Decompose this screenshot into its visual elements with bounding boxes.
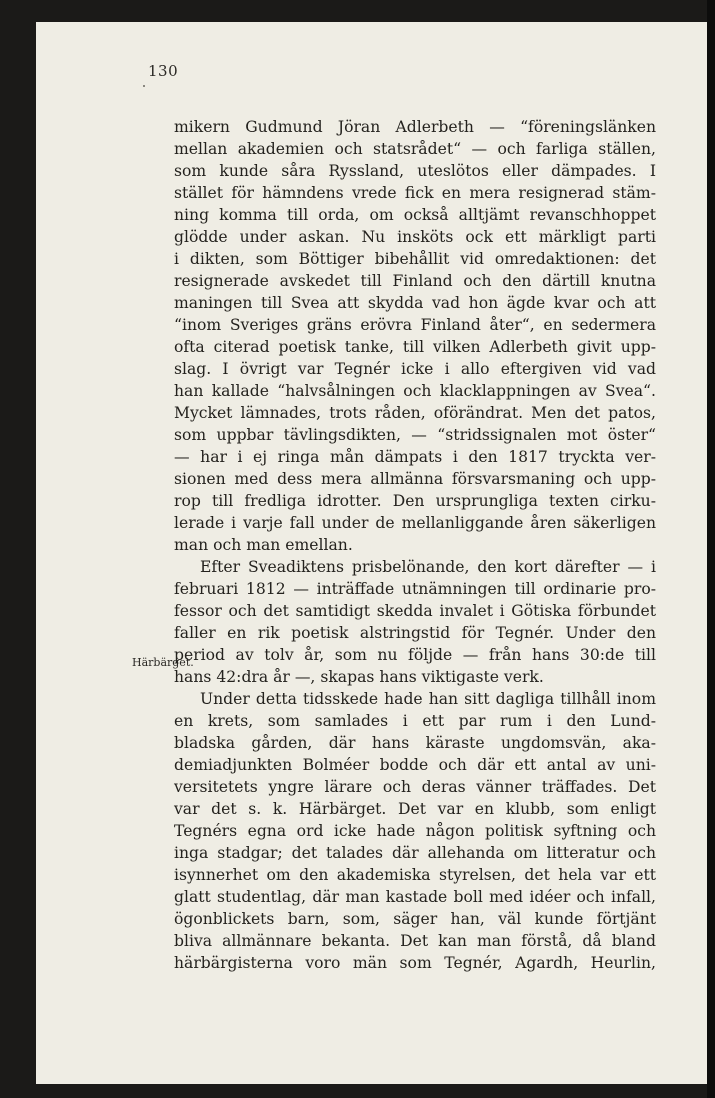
text-line: — har i ej ringa mån dämpats i den 1817 tryckta ver- — [174, 448, 656, 466]
print-speck — [143, 85, 145, 87]
text-line: inga stadgar; det talades där allehanda om litteratur och — [174, 844, 656, 862]
text-line: sionen med dess mera allmänna försvarsmaning och upp- — [174, 470, 656, 488]
text-line: Under detta tidsskede hade han sitt dagliga tillhåll inom — [200, 690, 656, 708]
text-line: ofta citerad poetisk tanke, till vilken Adlerbeth givit upp- — [174, 338, 656, 356]
text-line: Mycket lämnades, trots råden, oförändrat. Men det patos, — [174, 404, 656, 422]
text-line: härbärgisterna voro män som Tegnér, Agardh, Heurlin, — [174, 954, 656, 972]
text-line: en krets, som samlades i ett par rum i den Lund- — [174, 712, 656, 730]
text-line: bladska gården, där hans käraste ungdomsvän, aka- — [174, 734, 656, 752]
text-line: ning komma till orda, om också alltjämt revanschhoppet — [174, 206, 656, 224]
text-line: isynnerhet om den akademiska styrelsen, det hela var ett — [174, 866, 656, 884]
text-line: som uppbar tävlingsdikten, — “stridssignalen mot öster“ — [174, 426, 656, 444]
text-line: hans 42:dra år —, skapas hans viktigaste verk. — [174, 668, 544, 686]
text-line: resignerade avskedet till Finland och den därtill knutna — [174, 272, 656, 290]
text-line: lerade i varje fall under de mellanliggande åren säkerligen — [174, 514, 656, 532]
text-line: glatt studentlag, där man kastade boll med idéer och infall, — [174, 888, 656, 906]
text-line: fessor och det samtidigt skedda invalet i Götiska förbundet — [174, 602, 656, 620]
text-line: faller en rik poetisk alstringstid för Tegnér. Under den — [174, 624, 656, 642]
text-line: ögonblickets barn, som, säger han, väl kunde förtjänt — [174, 910, 656, 928]
text-line: man och man emellan. — [174, 536, 353, 554]
text-line: versitetets yngre lärare och deras vänner träffades. Det — [174, 778, 656, 796]
text-line: mellan akademien och statsrådet“ — och farliga ställen, — [174, 140, 656, 158]
text-line: Tegnérs egna ord icke hade någon politisk syftning och — [174, 822, 656, 840]
text-line: stället för hämndens vrede fick en mera resignerad stäm- — [174, 184, 656, 202]
text-line: som kunde såra Ryssland, uteslötos eller dämpades. I — [174, 162, 656, 180]
text-line: mikern Gudmund Jöran Adlerbeth — “föreningslänken — [174, 118, 656, 136]
text-line: “inom Sveriges gräns erövra Finland åter“, en sedermera — [174, 316, 656, 334]
text-line: slag. I övrigt var Tegnér icke i allo eftergiven vid vad — [174, 360, 656, 378]
text-line: maningen till Svea att skydda vad hon ägde kvar och att — [174, 294, 656, 312]
text-line: februari 1812 — inträffade utnämningen till ordinarie pro- — [174, 580, 656, 598]
text-line: demiadjunkten Bolméer bodde och där ett antal av uni- — [174, 756, 656, 774]
body-text — [174, 116, 656, 974]
page-edge-shadow — [707, 0, 715, 1098]
text-line: var det s. k. Härbärget. Det var en klubb, som enligt — [174, 800, 656, 818]
text-line: bliva allmännare bekanta. Det kan man förstå, då bland — [174, 932, 656, 950]
text-line: Efter Sveadiktens prisbelönande, den kort därefter — i — [200, 558, 656, 576]
text-line: rop till fredliga idrotter. Den ursprungliga texten cirku- — [174, 492, 656, 510]
text-line: glödde under askan. Nu insköts ock ett märkligt parti — [174, 228, 656, 246]
text-line: han kallade “halvsålningen och klacklappningen av Svea“. — [174, 382, 656, 400]
page-number: 130 — [148, 62, 179, 80]
text-line: i dikten, som Böttiger bibehållit vid omredaktionen: det — [174, 250, 656, 268]
text-line: period av tolv år, som nu följde — från hans 30:de till — [174, 646, 656, 664]
margin-note: Härbärget. — [132, 656, 194, 669]
